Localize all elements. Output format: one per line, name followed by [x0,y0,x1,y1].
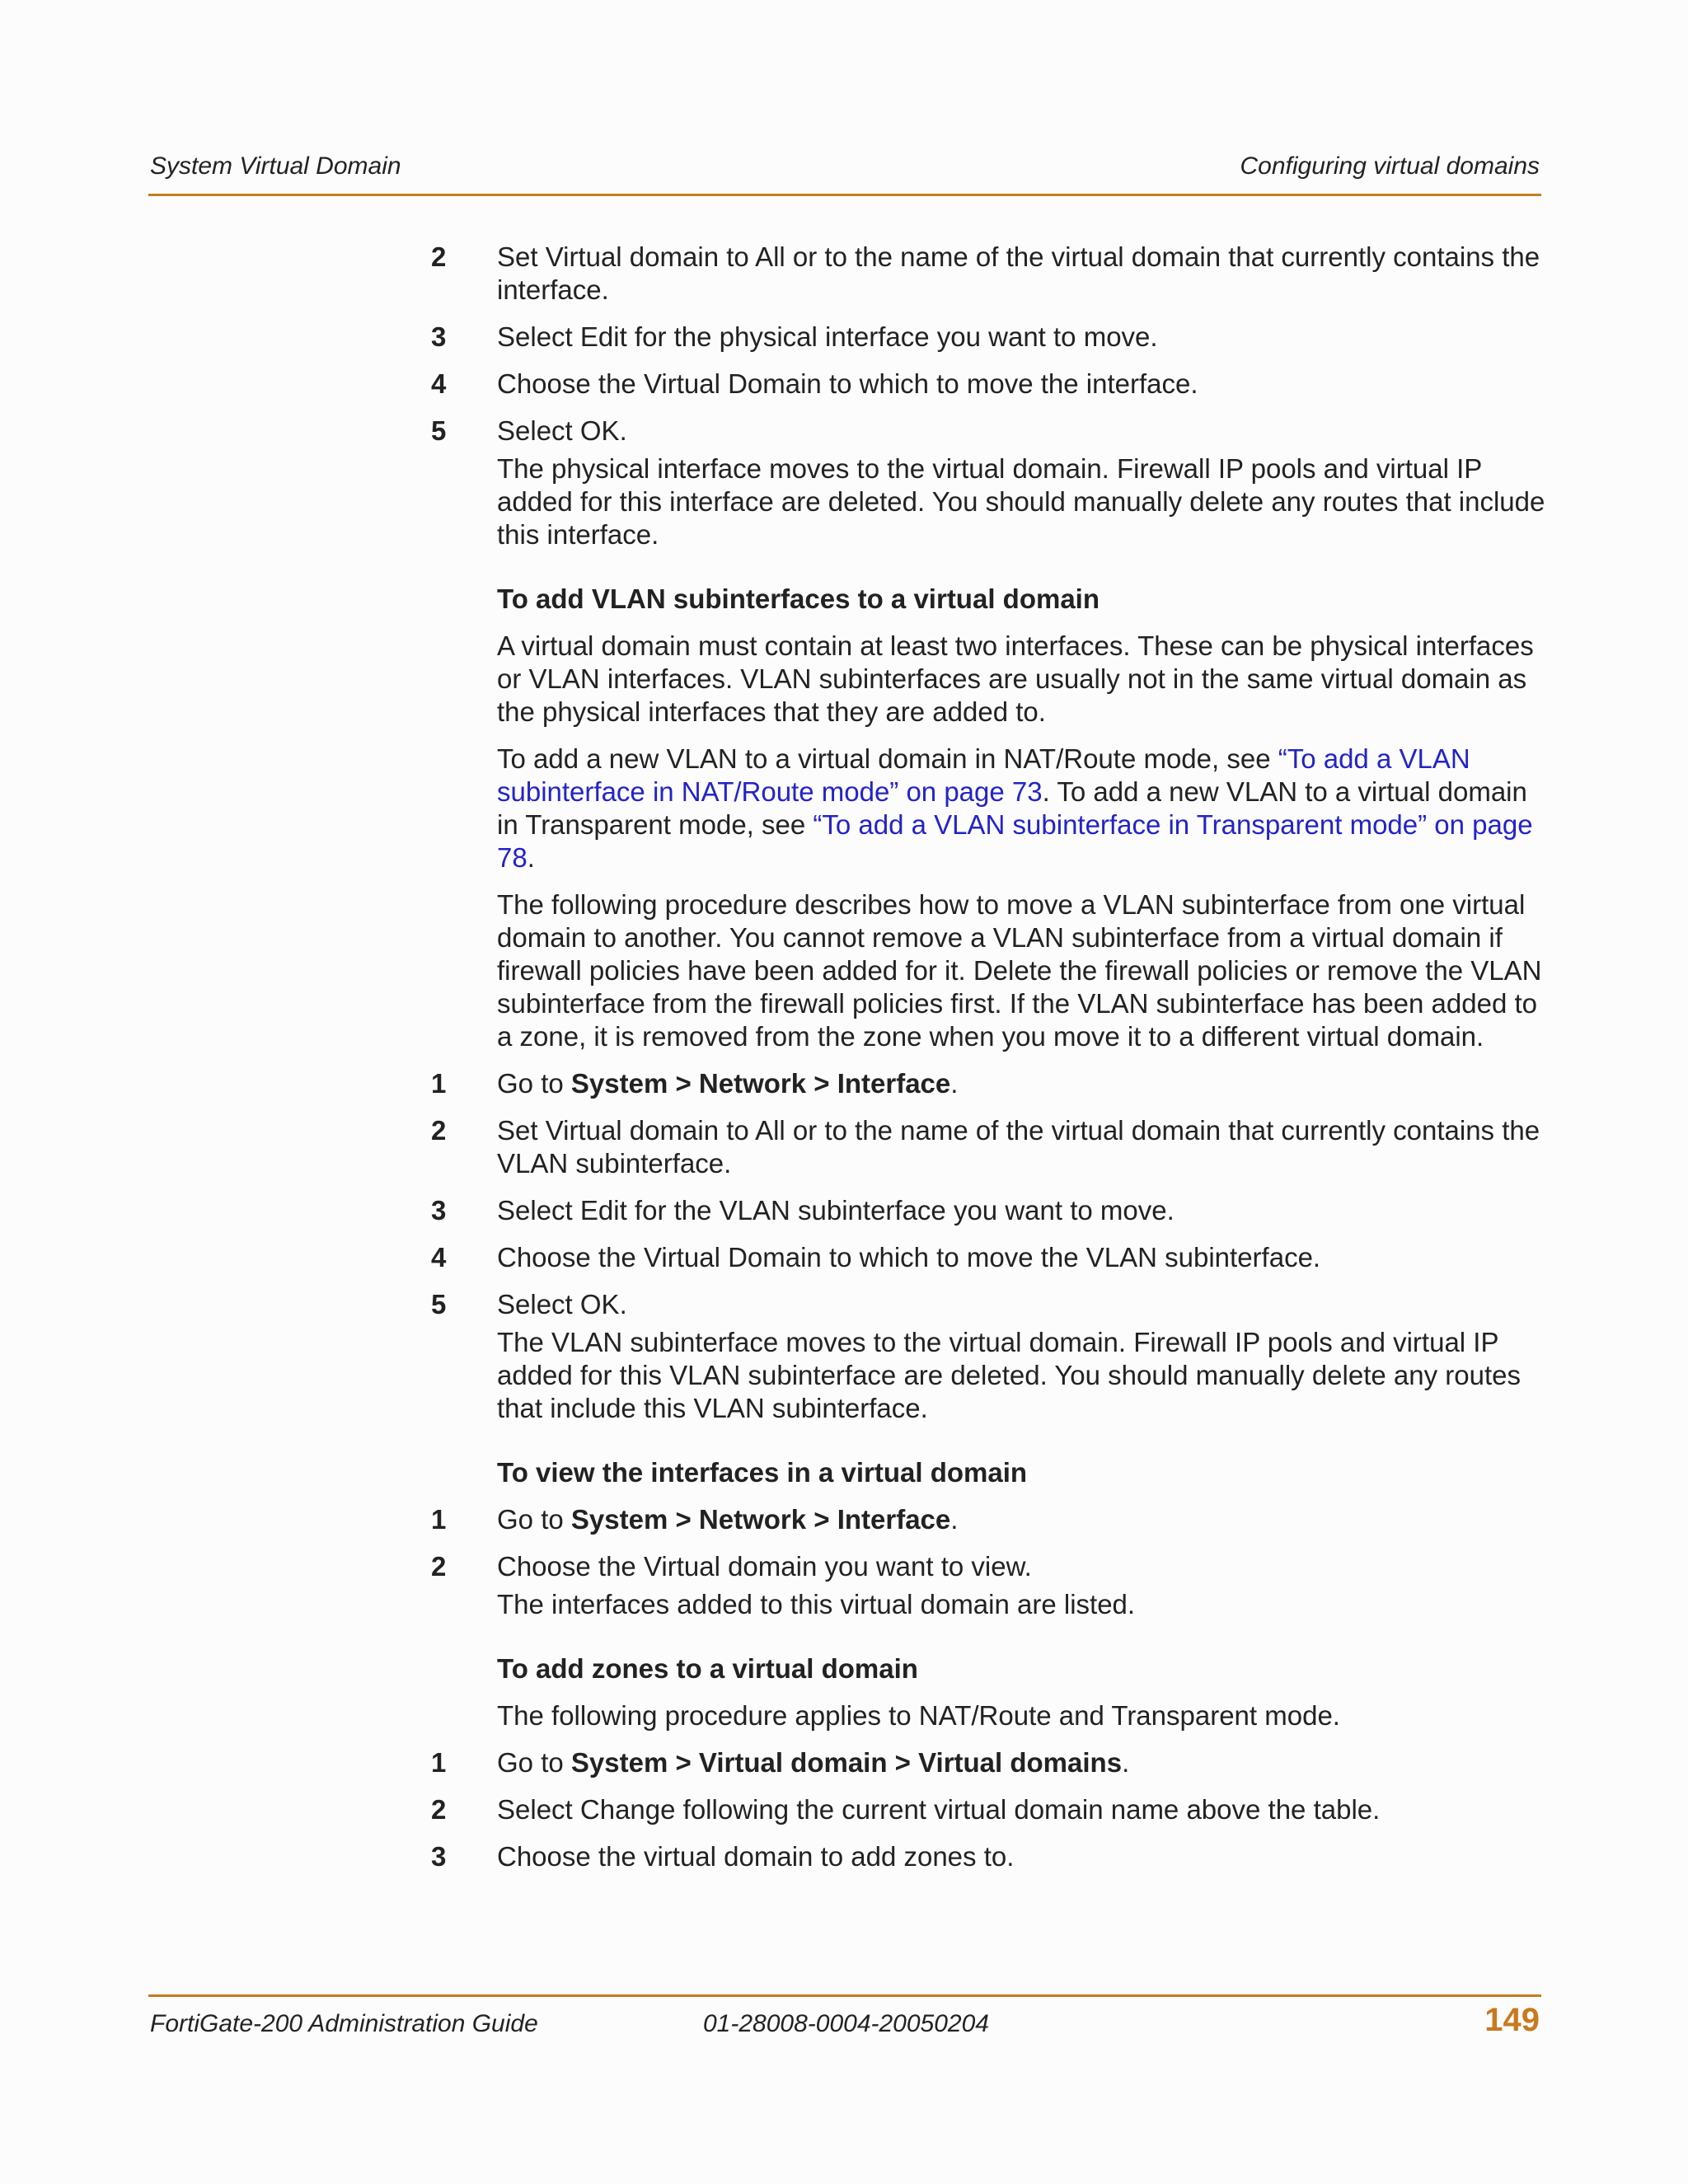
step-number: 5 [431,415,447,446]
step-text: Select Edit for the physical interface you want to move. [497,321,1158,352]
step-text: Select OK. [497,415,627,446]
step-item [420,1288,1550,1425]
step-result-note: The interfaces added to this virtual domain are listed. [497,1589,1136,1619]
step-text-suffix: . [1122,1747,1130,1778]
footer-document-number: 01-28008-0004-20050204 [703,2010,989,2037]
step-text: Set Virtual domain to All or to the name of the virtual domain that currently contains the VLAN subinterface. [497,1115,1540,1179]
paragraph-text: . [527,842,535,873]
section-heading-view-interfaces: To view the interfaces in a virtual domain [497,1457,1028,1488]
footer-guide-title: FortiGate-200 Administration Guide [150,2010,538,2037]
paragraph: The following procedure describes how to move a VLAN subinterface from one virtual domain to another. You cannot remove a VLAN subinterface from a virtual domain if firewall policies have been added for it. Delete the firewall policies or remove the VLAN subinterface from the firewall policies first. If the VLAN subinterface has been added to a zone, it is removed from the zone when you move it to a different virtual domain. [497,889,1542,1052]
step-number: 1 [431,1068,447,1099]
step-text [497,1503,1550,1536]
step-number: 1 [431,1504,447,1535]
header-section-title: System Virtual Domain [150,152,401,180]
step-result-note: The VLAN subinterface moves to the virtual domain. Firewall IP pools and virtual IP added for this VLAN subinterface are deleted. You should manually delete any routes that include this VLAN subinterface. [497,1327,1521,1423]
step-item [420,1067,1550,1100]
step-item [420,241,1550,307]
step-text-suffix: . [950,1504,959,1535]
step-number: 2 [431,1794,447,1825]
step-number: 3 [431,321,447,352]
cross-reference-link-nat-route[interactable]: “To add a VLAN subinterface in NAT/Route mode” on page 73 [497,743,1470,807]
step-item [420,321,1550,354]
menu-path: System > Network > Interface [570,1504,951,1535]
step-item [420,415,1550,551]
page-body [420,241,1550,1887]
menu-path: System > Network > Interface [570,1068,951,1099]
step-number: 2 [431,1551,447,1582]
page-footer [148,1994,1541,2038]
step-text: Select OK. [497,1289,627,1319]
step-item [420,1840,1550,1873]
step-number: 5 [431,1289,447,1319]
step-text-prefix: Go to [497,1504,571,1535]
step-text-prefix: Go to [497,1747,571,1778]
step-text: Choose the Virtual domain you want to view. [497,1551,1032,1582]
page-number: 149 [1484,2002,1540,2038]
section-heading-add-zones: To add zones to a virtual domain [497,1653,918,1684]
step-number: 2 [431,241,447,272]
step-number: 4 [431,1242,447,1272]
paragraph-with-links [497,743,1550,874]
step-result-note: The physical interface moves to the virtual domain. Firewall IP pools and virtual IP added for this interface are deleted. You should manually delete any routes that include this interface. [497,453,1545,550]
paragraph: A virtual domain must contain at least two interfaces. These can be physical interfaces or VLAN interfaces. VLAN subinterfaces are usually not in the same virtual domain as the physical interfaces that they are added to. [497,630,1534,727]
step-text: Choose the Virtual Domain to which to move the interface. [497,368,1198,399]
step-number: 4 [431,368,447,399]
step-number: 2 [431,1115,447,1146]
step-item [420,1241,1550,1274]
header-chapter-title: Configuring virtual domains [1240,152,1540,180]
step-text: Choose the virtual domain to add zones to. [497,1841,1015,1872]
step-text-suffix: . [950,1068,959,1099]
step-item [420,1503,1550,1536]
step-text: Choose the Virtual Domain to which to move the VLAN subinterface. [497,1242,1321,1272]
step-item [420,1114,1550,1180]
step-text: Set Virtual domain to All or to the name of the virtual domain that currently contains the interface. [497,241,1540,305]
step-text: Select Edit for the VLAN subinterface you want to move. [497,1195,1175,1226]
step-text: Select Change following the current virtual domain name above the table. [497,1794,1381,1825]
step-number: 1 [431,1747,447,1778]
step-text [497,1067,1550,1100]
step-item [420,1793,1550,1826]
step-number: 3 [431,1195,447,1226]
step-number: 3 [431,1841,447,1872]
step-item [420,368,1550,401]
step-text-prefix: Go to [497,1068,571,1099]
paragraph-text: . To add a new VLAN to a virtual domain in Transparent mode, see [497,776,1527,840]
cross-reference-link-transparent[interactable]: “To add a VLAN subinterface in Transparent mode” on page 78 [497,809,1533,873]
step-item [420,1194,1550,1227]
step-item [420,1550,1550,1621]
menu-path: System > Virtual domain > Virtual domains [570,1747,1123,1778]
paragraph: The following procedure applies to NAT/Route and Transparent mode. [497,1700,1340,1731]
step-text [497,1746,1550,1779]
paragraph-text: To add a new VLAN to a virtual domain in NAT/Route mode, see [497,743,1278,774]
section-heading-add-vlan: To add VLAN subinterfaces to a virtual domain [497,583,1100,614]
step-item [420,1746,1550,1779]
page-header [148,151,1541,196]
